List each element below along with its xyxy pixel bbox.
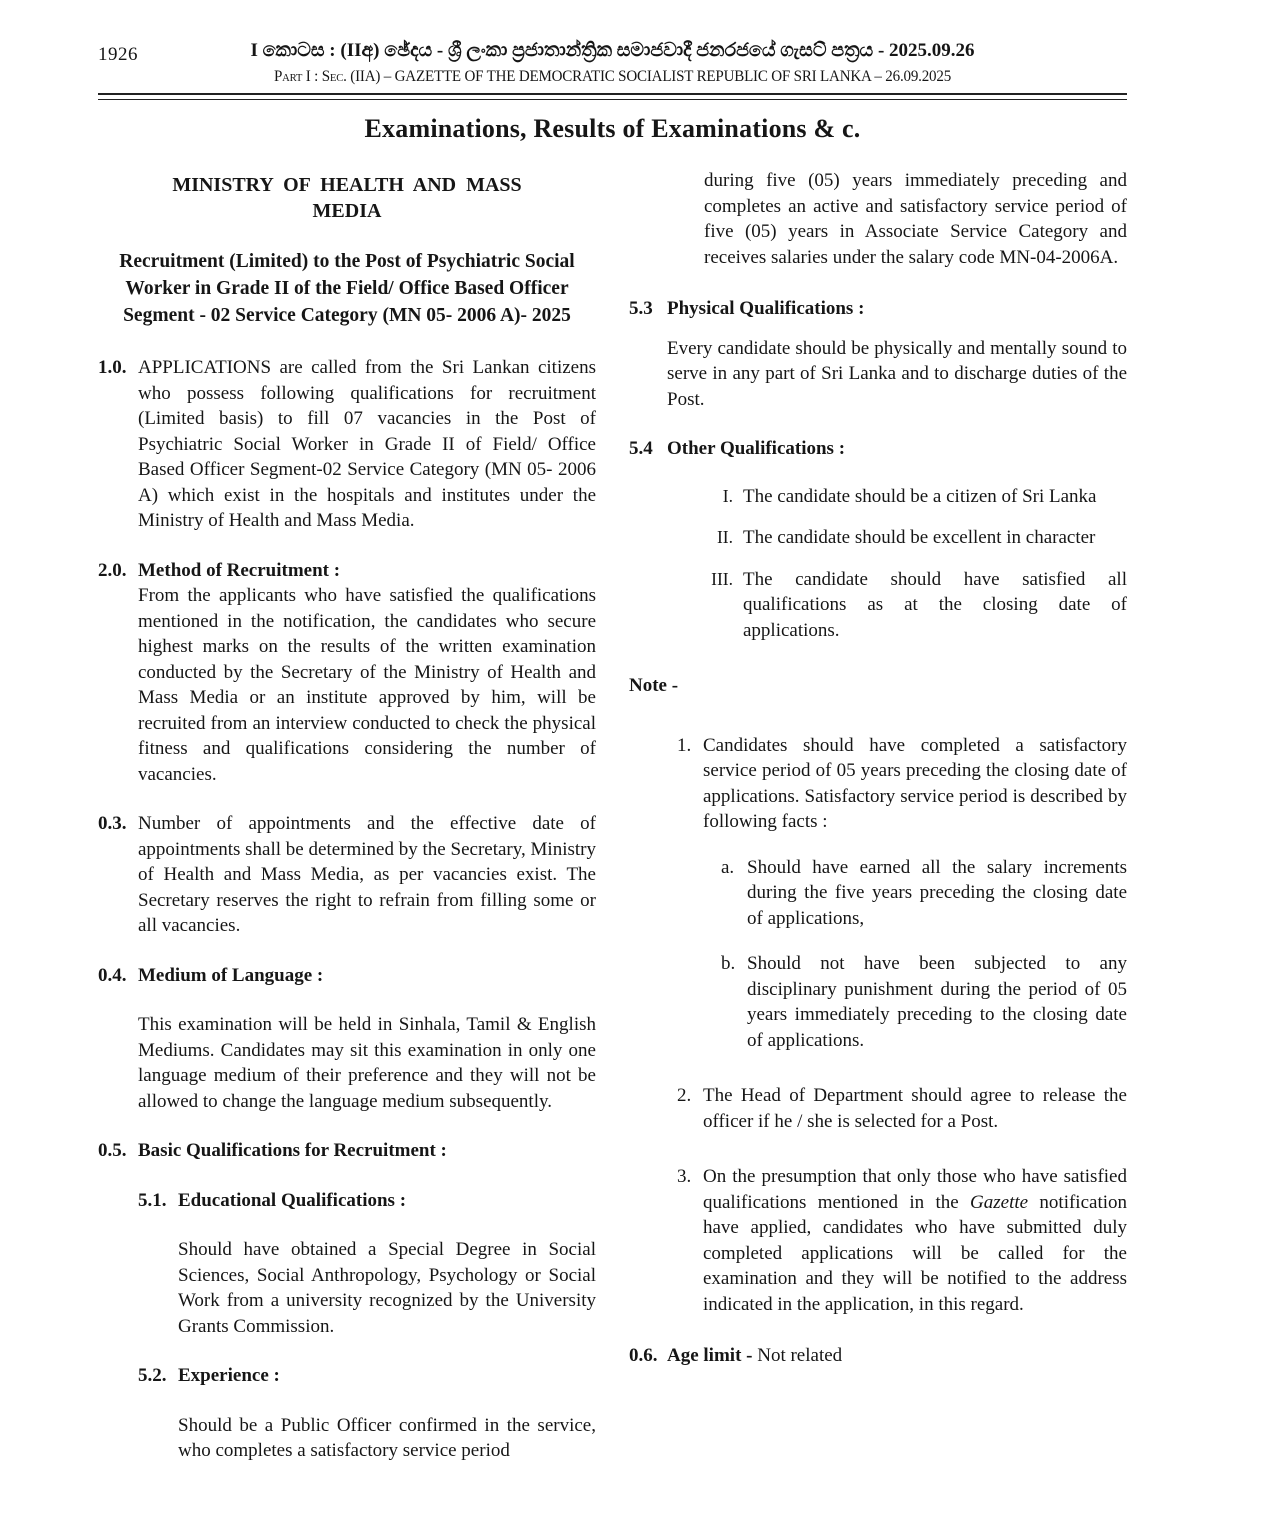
qualification-item-1 bbox=[629, 484, 1127, 510]
section-text: From the applicants who have satisfied the qualifications mentioned in the notification, the candidates who secure highest marks on the results of the written examination conducted by the Secretary of the Ministry of Health and Mass Media or an institute approved by him, will be recruited from an interview conducted to check the physical fitness and qualifications considering the number of vacancies. bbox=[138, 585, 596, 785]
ministry-heading: MINISTRY OF HEALTH AND MASS MEDIA bbox=[172, 174, 522, 222]
note-subitem-b bbox=[721, 951, 1127, 1053]
section-0-6 bbox=[629, 1343, 1127, 1369]
section-number: 5.3 bbox=[629, 298, 653, 319]
section-5-1 bbox=[138, 1188, 596, 1340]
section-0-4 bbox=[98, 963, 596, 1115]
roman-numeral: I. bbox=[722, 485, 733, 506]
item-letter: b. bbox=[721, 953, 736, 974]
section-2-0 bbox=[98, 558, 596, 788]
note-item-3 bbox=[677, 1164, 1127, 1317]
masthead-sinhala-line: I කොටස : (IIඅ) ඡේදය - ශ්‍රී ලංකා ප්‍රජාතාන්ත්‍රික සමාජවාදී ජනරජයේ ගැසට් පත්‍රය - 2025.09.26 bbox=[250, 40, 975, 61]
item-text: The candidate should be excellent in character bbox=[743, 527, 1096, 548]
item-text: Should not have been subjected to any disciplinary punishment during the period of 05 years immediately preceding to the closing date of applications. bbox=[747, 953, 1127, 1051]
section-text: Every candidate should be physically and mentally sound to serve in any part of Sri Lanka and to discharge duties of the Post. bbox=[667, 337, 1127, 410]
section-number: 0.4. bbox=[98, 964, 127, 986]
masthead bbox=[98, 38, 1127, 86]
section-0-3 bbox=[98, 811, 596, 939]
section-heading: Other Qualifications : bbox=[667, 438, 846, 459]
masthead-english-line: Part I : Sec. (IIA) – GAZETTE OF THE DEMOCRATIC SOCIALIST REPUBLIC OF SRI LANKA – 26.09.2025 bbox=[273, 68, 952, 85]
roman-numeral: III. bbox=[711, 568, 733, 589]
section-5-3 bbox=[629, 296, 1127, 412]
item-text: The Head of Department should agree to release the officer if he / she is selected for a Post. bbox=[703, 1085, 1127, 1132]
section-number: 5.4 bbox=[629, 438, 653, 459]
item-text: Candidates should have completed a satisfactory service period of 05 years preceding the closing date of applications. Satisfactory service period is described by following facts : bbox=[703, 734, 1127, 832]
item-text: On the presumption that only those who have satisfied qualifications mentioned in the Gazette notification have applied, candidates who have submitted duly completed applications will be called for the examination and they will be notified to the address indicated in the application, in this regard. bbox=[703, 1166, 1127, 1315]
item-text: Should have earned all the salary increments during the five years preceding the closing date of applications, bbox=[747, 856, 1127, 929]
item-number: 3. bbox=[677, 1166, 692, 1187]
item-number: 2. bbox=[677, 1085, 692, 1106]
section-number: 5.1. bbox=[138, 1189, 167, 1211]
section-text: Should be a Public Officer confirmed in the service, who completes a satisfactory service period bbox=[178, 1414, 596, 1461]
item-text: The candidate should have satisfied all qualifications as at the closing date of applications. bbox=[743, 568, 1127, 641]
section-number: 0.6. bbox=[629, 1345, 658, 1366]
page-number: 1926 bbox=[98, 44, 138, 65]
notice-title: Recruitment (Limited) to the Post of Psychiatric Social Worker in Grade II of the Field/ Office Based Officer Segment - 02 Service Category (MN 05- 2006 A)- 2025 bbox=[119, 251, 575, 326]
note-item-1 bbox=[677, 733, 1127, 1054]
section-number: 0.5. bbox=[98, 1140, 127, 1161]
age-limit-label: Age limit - bbox=[667, 1345, 753, 1366]
item-letter: a. bbox=[721, 856, 735, 878]
note-heading: Note - bbox=[629, 675, 679, 696]
section-text: This examination will be held in Sinhala, Tamil & English Mediums. Candidates may sit this examination in only one language medium of their preference and they will not be allowed to change the language medium subsequently. bbox=[138, 1014, 596, 1112]
section-1-0 bbox=[98, 355, 596, 534]
section-number: 0.3. bbox=[98, 813, 127, 834]
section-heading: Physical Qualifications : bbox=[667, 298, 865, 319]
section-heading: Experience : bbox=[178, 1365, 280, 1386]
left-column bbox=[98, 168, 596, 1488]
two-column-body bbox=[98, 168, 1127, 1488]
section-number: 1.0. bbox=[98, 357, 127, 378]
section-5-2-continuation: during five (05) years immediately preceding and completes an active and satisfactory service period of five (05) years in Associate Service Category and receives salaries under the salary code MN-04-2006A. bbox=[704, 170, 1127, 268]
item-number: 1. bbox=[677, 734, 692, 756]
section-5-2 bbox=[138, 1363, 596, 1464]
italic-word: Gazette bbox=[970, 1191, 1029, 1213]
age-limit-value: Not related bbox=[757, 1345, 843, 1366]
header-divider-rule bbox=[98, 93, 1127, 100]
section-5-4 bbox=[629, 436, 1127, 462]
right-column bbox=[629, 168, 1127, 1488]
qualification-item-2 bbox=[629, 525, 1127, 551]
section-number: 5.2. bbox=[138, 1365, 167, 1386]
item-text: The candidate should be a citizen of Sri Lanka bbox=[743, 485, 1097, 507]
section-heading: Basic Qualifications for Recruitment : bbox=[138, 1140, 447, 1161]
note-subitem-a bbox=[721, 855, 1127, 932]
section-0-5 bbox=[98, 1138, 596, 1164]
roman-numeral: II. bbox=[716, 527, 733, 547]
section-text: Number of appointments and the effective date of appointments shall be determined by the Secretary, Ministry of Health and Mass Media, as per vacancies exist. The Secretary reserves the right to refrain from filling some or all vacancies. bbox=[138, 813, 596, 936]
section-number: 2.0. bbox=[98, 559, 127, 581]
section-heading: Method of Recruitment : bbox=[138, 559, 341, 581]
page-title: Examinations, Results of Examinations & c. bbox=[364, 114, 861, 143]
section-text: Should have obtained a Special Degree in Social Sciences, Social Anthropology, Psychology or Social Work from a university recognized by the University Grants Commission. bbox=[178, 1239, 596, 1337]
section-heading: Educational Qualifications : bbox=[178, 1189, 407, 1211]
qualification-item-3 bbox=[629, 567, 1127, 644]
section-heading: Medium of Language : bbox=[138, 964, 324, 986]
note-item-2 bbox=[677, 1083, 1127, 1134]
section-text: APPLICATIONS are called from the Sri Lankan citizens who possess following qualifications for recruitment (Limited basis) to fill 07 vacancies in the Post of Psychiatric Social Worker in Grade II of Field/ Office Based Officer Segment-02 Service Category (MN 05- 2006 A) which exist in the hospitals and institutes under the Ministry of Health and Mass Media. bbox=[138, 357, 596, 531]
